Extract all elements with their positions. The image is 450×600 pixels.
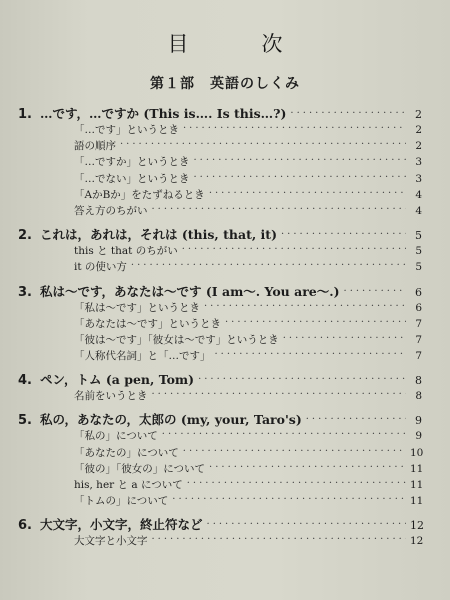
- page-number: 9: [415, 430, 422, 443]
- dot-leader: [194, 155, 407, 166]
- toc-subitem: [18, 259, 422, 275]
- page-number: 7: [415, 350, 422, 363]
- subitem-title: 「…でない」というとき: [74, 172, 190, 185]
- toc-subitem: [18, 461, 422, 477]
- dot-leader: [215, 349, 407, 360]
- subitem-title: 「彼は～です」「彼女は～です」というとき: [74, 333, 279, 346]
- dot-leader: [306, 414, 406, 425]
- toc-subitem: [18, 428, 422, 444]
- subitem-title: 「あなたの」について: [74, 446, 179, 459]
- subitem-title: 「彼の」「彼女の」について: [74, 462, 206, 475]
- subitem-title: 答え方のちがい: [74, 204, 148, 217]
- toc-subitem: [18, 187, 422, 203]
- toc-subitem: [18, 243, 422, 259]
- dot-leader: [194, 172, 407, 183]
- dot-leader: [198, 374, 406, 385]
- subitem-title: it の使い方: [74, 261, 127, 274]
- section-title: 私は～です，あなたは～です (I am～. You are～.): [40, 283, 340, 299]
- toc-section: [18, 515, 422, 533]
- page-number: 9: [415, 414, 422, 428]
- page-number: 2: [415, 108, 422, 121]
- page-title: 目 次: [167, 32, 309, 56]
- dot-leader: [207, 519, 406, 530]
- toc-section: [18, 225, 422, 243]
- dot-leader: [172, 494, 406, 505]
- page-number: 11: [410, 495, 424, 508]
- dot-leader: [162, 429, 406, 440]
- dot-leader: [204, 301, 406, 312]
- page-number: 8: [415, 374, 422, 388]
- dot-leader: [225, 317, 406, 328]
- toc-subitem: [18, 138, 422, 154]
- section-number: 6.: [18, 518, 32, 534]
- toc-subitem: [18, 171, 422, 187]
- dot-leader: [120, 139, 406, 150]
- toc-subitem: [18, 316, 422, 332]
- page-number: 8: [415, 390, 422, 403]
- subitem-title: 「私の」について: [74, 430, 158, 443]
- section-number: 3.: [18, 284, 32, 300]
- subitem-title: this と that のちがい: [74, 245, 178, 258]
- section-title: これは，あれは，それは (this, that, it): [40, 227, 277, 243]
- toc-subitem: [18, 388, 422, 404]
- subitem-title: his, her と a について: [74, 479, 183, 491]
- page-number: 12: [410, 519, 424, 533]
- page-number: 4: [415, 204, 422, 217]
- page-number: 2: [415, 124, 422, 136]
- subitem-title: 「…です」というとき: [74, 124, 179, 136]
- toc-subitem: [18, 445, 422, 461]
- section-title: 大文字，小文字，終止符など: [40, 517, 203, 533]
- dot-leader: [209, 462, 406, 473]
- dot-leader: [183, 123, 406, 134]
- page-number: 7: [415, 333, 422, 346]
- dot-leader: [152, 204, 407, 215]
- page-number: 3: [415, 156, 422, 169]
- subitem-title: 「トムの」について: [74, 495, 169, 508]
- page-number: 6: [415, 285, 422, 299]
- dot-leader: [290, 108, 406, 119]
- subitem-title: 「AかBか」をたずねるとき: [74, 188, 205, 201]
- dot-leader: [131, 260, 406, 271]
- section-number: 5.: [18, 413, 32, 429]
- section-number: 4.: [18, 373, 32, 389]
- table-of-contents: [18, 104, 422, 550]
- toc-subitem: [18, 154, 422, 170]
- page-number: 3: [415, 172, 422, 185]
- dot-leader: [187, 478, 406, 489]
- section-number: 1.: [18, 107, 32, 122]
- toc-subitem: [18, 533, 422, 549]
- page-number: 5: [415, 229, 422, 243]
- subitem-title: 「…ですか」というとき: [74, 156, 190, 169]
- subitem-title: 名前をいうとき: [74, 390, 148, 403]
- dot-leader: [283, 333, 406, 344]
- subitem-title: 「あなたは～です」というとき: [74, 317, 221, 330]
- subitem-title: 「人称代名詞」と「…です」: [74, 350, 211, 363]
- dot-leader: [152, 534, 407, 545]
- page-number: 11: [410, 479, 424, 491]
- section-number: 2.: [18, 228, 32, 244]
- toc-subitem: [18, 332, 422, 348]
- subitem-title: 大文字と小文字: [74, 535, 148, 548]
- toc-subitem: [18, 493, 422, 509]
- page-number: 10: [410, 446, 424, 459]
- page-number: 4: [415, 188, 422, 201]
- toc-section: [18, 282, 422, 300]
- toc-subitem: [18, 300, 422, 316]
- page-number: 5: [415, 245, 422, 258]
- dot-leader: [344, 286, 406, 297]
- dot-leader: [183, 446, 406, 457]
- page-number: 5: [415, 261, 422, 274]
- dot-leader: [281, 229, 406, 240]
- toc-section: [18, 104, 422, 122]
- page-number: 6: [415, 301, 422, 314]
- toc-section: [18, 410, 422, 428]
- subitem-title: 語の順序: [74, 140, 116, 153]
- subitem-title: 「私は～です」というとき: [74, 301, 200, 314]
- toc-subitem: [18, 122, 422, 138]
- page-number: 2: [415, 140, 422, 153]
- toc-subitem: [18, 477, 422, 493]
- section-title: 私の，あなたの，太郎の (my, your, Taro's): [40, 412, 302, 428]
- toc-subitem: [18, 203, 422, 219]
- page-number: 11: [410, 462, 424, 475]
- dot-leader: [182, 244, 406, 255]
- section-title: …です，…ですか (This is…. Is this…?): [40, 106, 287, 121]
- dot-leader: [152, 389, 407, 400]
- page-number: 7: [415, 317, 422, 330]
- section-title: ペン，トム (a pen, Tom): [40, 372, 195, 388]
- dot-leader: [209, 188, 406, 199]
- part-heading: 第１部 英語のしくみ: [150, 76, 300, 92]
- toc-subitem: [18, 348, 422, 364]
- toc-section: [18, 370, 422, 388]
- page-number: 12: [410, 535, 424, 548]
